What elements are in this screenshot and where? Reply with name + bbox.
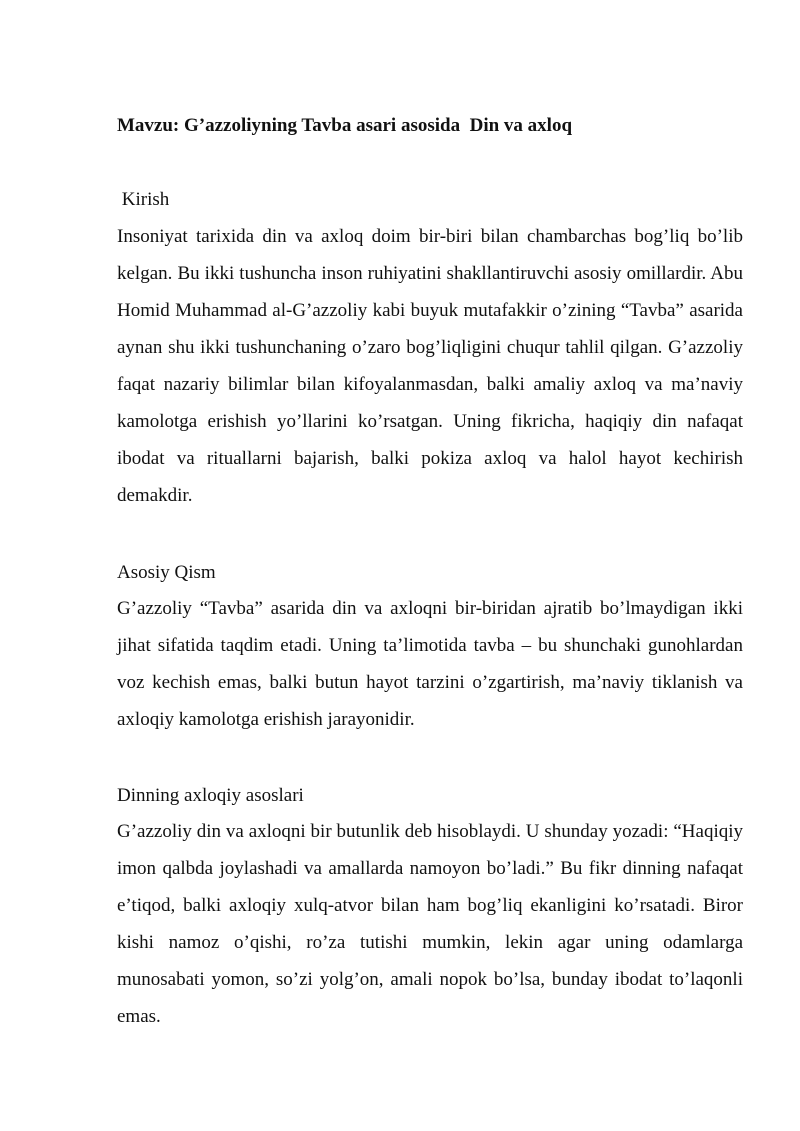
- sub-heading: Dinning axloqiy asoslari: [117, 785, 304, 806]
- main-heading: Asosiy Qism: [117, 562, 216, 583]
- main-paragraph: G’azzoliy “Tavba” asarida din va axloqni bir-biridan ajratib bo’lmaydigan ikki jihat sifatida taqdim etadi. Uning ta’limotida tavba – bu shunchaki gunohlardan voz kechish emas, balki butun hayot tarzini o’zgartirish, ma’naviy tiklanish va axloqiy kamolotga erishish jarayonidir.: [117, 598, 743, 730]
- intro-paragraph: Insoniyat tarixida din va axloq doim bir-biri bilan chambarchas bog’liq bo’lib kelgan. Bu ikki tushuncha inson ruhiyatini shakllantiruvchi asosiy omillardir. Abu Homid Muhammad al-G’azzoliy kabi buyuk mutafakkir o’zining “Tavba” asarida aynan shu ikki tushunchaning o’zaro bog’liqligini chuqur tahlil qilgan. G’azzoliy faqat nazariy bilimlar bilan kifoyalanmasdan, balki amaliy axloq va ma’naviy kamolotga erishish yo’llarini ko’rsatgan. Uning fikricha, haqiqiy din nafaqat ibodat va rituallarni bajarish, balki pokiza axloq va halol hayot kechirish demakdir.: [117, 226, 743, 506]
- intro-heading: Kirish: [117, 189, 170, 210]
- document-title: Mavzu: G’azzoliyning Tavba asari asosida Din va axloq: [117, 115, 573, 136]
- sub-paragraph: G’azzoliy din va axloqni bir butunlik deb hisoblaydi. U shunday yozadi: “Haqiqiy imon qalbda joylashadi va amallarda namoyon bo’ladi.” Bu fikr dinning nafaqat e’tiqod, balki axloqiy xulq-atvor bilan ham bog’liq ekanligini ko’rsatadi. Biror kishi namoz o’qishi, ro’za tutishi mumkin, lekin agar uning odamlarga munosabati yomon, so’zi yolg’on, amali nopok bo’lsa, bunday ibodat to’laqonli emas.: [117, 821, 743, 1027]
